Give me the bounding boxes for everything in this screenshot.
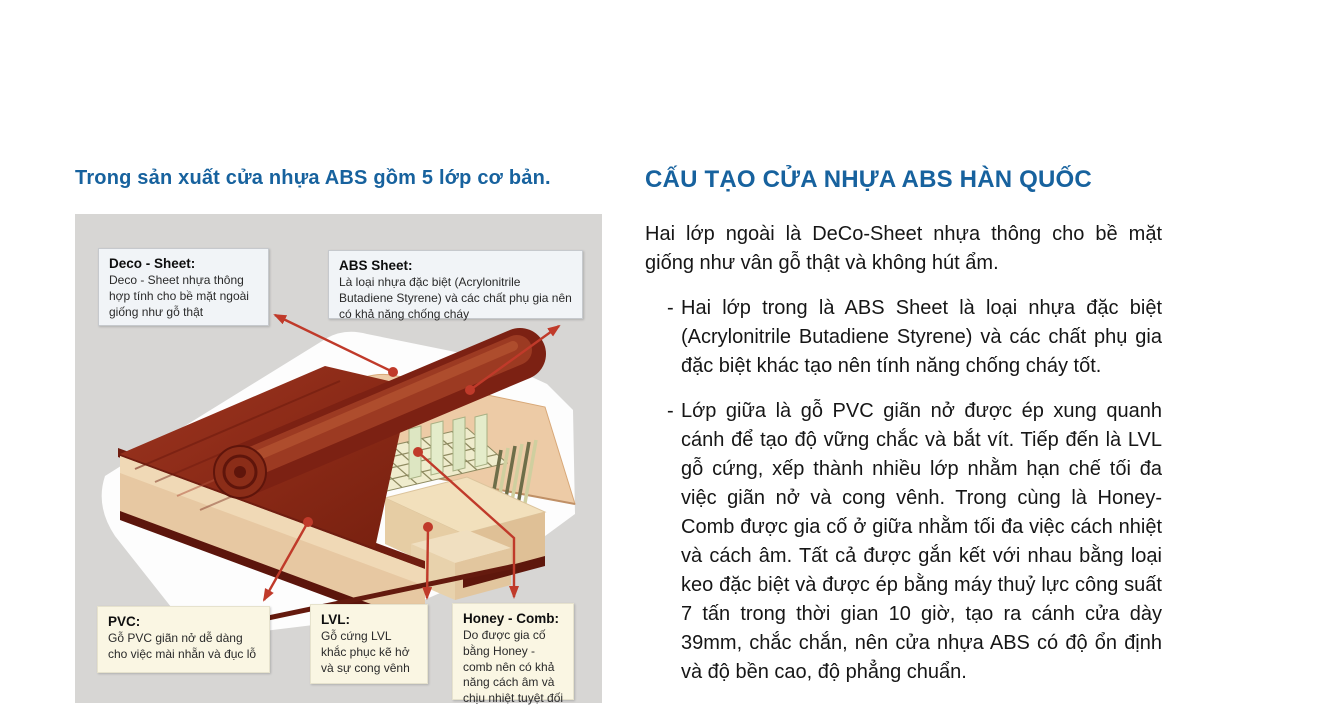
callout-abs-body: Là loại nhựa đặc biệt (Acrylonitrile Butadiene Styrene) và các chất phụ gia nên có khả năng chống cháy	[339, 275, 572, 321]
intro-paragraph: Hai lớp ngoài là DeCo-Sheet nhựa thông cho bề mặt giống như vân gỗ thật và không hút ẩm.	[645, 223, 1162, 274]
callout-lvl-title: LVL:	[321, 612, 350, 627]
callout-deco-title: Deco - Sheet:	[109, 256, 196, 271]
diagram-panel	[75, 214, 602, 706]
callout-deco-body: Deco - Sheet nhựa thông hợp tính cho bề mặt ngoài giống như gỗ thật	[109, 273, 249, 319]
callout-pvc-body: Gỗ PVC giãn nở dễ dàng cho việc mài nhẵn và đục lỗ	[108, 631, 257, 661]
callout-deco-sheet	[98, 248, 269, 326]
bullet-item-core-layers	[645, 397, 1162, 687]
bullet-text: Hai lớp trong là ABS Sheet là loại nhựa đặc biệt (Acrylonitrile Butadiene Styrene) và các chất phụ gia đặc biệt khác tạo nên tính năng chống cháy tốt.	[681, 297, 1162, 377]
bullet-marker: -	[667, 400, 674, 422]
callout-honeycomb-title: Honey - Comb:	[463, 611, 559, 626]
callout-pvc-title: PVC:	[108, 614, 141, 629]
callout-honeycomb	[452, 603, 574, 706]
right-section	[645, 166, 1162, 703]
bullet-marker: -	[667, 297, 674, 319]
callout-lvl-body: Gỗ cứng LVL khắc phục kẽ hở và sự cong vênh	[321, 629, 410, 675]
right-section-heading: CẤU TẠO CỬA NHỰA ABS HÀN QUỐC	[645, 166, 1092, 193]
bullet-text: Lớp giữa là gỗ PVC giãn nở được ép xung quanh cánh để tạo độ vững chắc và bắt vít. Tiếp đến là LVL gỗ cứng, xếp thành nhiều lớp nhằm hạn chế tối đa việc giãn nở và cong vênh. Trong cùng là Honey-Comb được gia cố ở giữa nhằm tối đa việc cách nhiệt và cách âm. Tất cả được gắn kết với nhau bằng loại keo đặc biệt và được ép bằng máy thuỷ lực công suất 7 tấn trong thời gian 10 giờ, tạo ra cánh cửa dày 39mm, chắc chắn, nên cửa nhựa ABS có độ ổn định và độ bền cao, độ phẳng chuẩn.	[681, 400, 1162, 683]
callout-abs-title: ABS Sheet:	[339, 258, 413, 273]
callout-lvl	[310, 604, 428, 684]
callout-honeycomb-body: Do được gia cố bằng Honey - comb nên có khả năng cách âm và chịu nhiệt tuyệt đối	[463, 628, 564, 706]
bullet-item-abs-sheet	[645, 294, 1162, 381]
left-section-heading: Trong sản xuất cửa nhựa ABS gồm 5 lớp cơ bản.	[75, 167, 551, 189]
callout-pvc	[97, 606, 270, 673]
callout-abs-sheet	[328, 250, 583, 319]
